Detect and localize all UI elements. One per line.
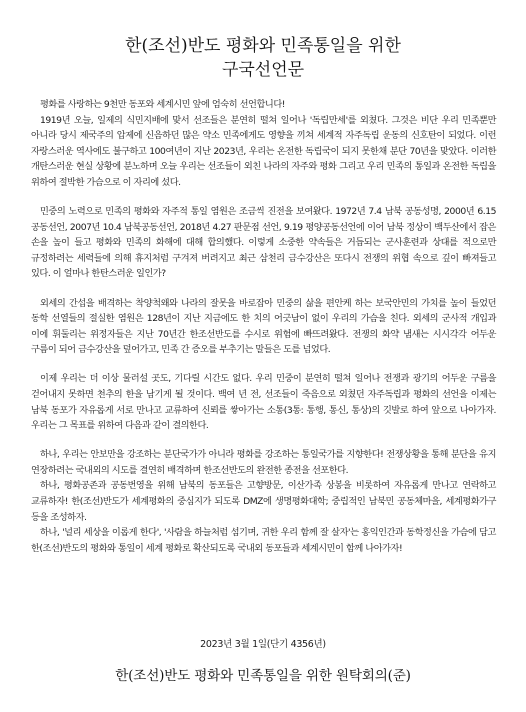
paragraph-donghak: 외세의 간섭을 배격하는 착양척왜와 나라의 잘못을 바로잡아 민중의 삶을 편안케 하는 보국안민의 가치를 높이 들었던 동학 선열들의 절실한 염원은 128년이 지난 지금에도 한 치의 어긋남이 없이 우리의 가슴을 친다. 외세의 군사적 개입과 이에 휘둘리는 위정자들은 지난 70년간 한조선반도를 수시로 위험에 빠뜨려왔다. 전쟁의 화약 냄새는 시시각각 어두운 구름이 되어 금수강산을 덮어가고, 민족 간 증오를 부추기는 말들은 도를 넘었다. [31, 297, 496, 356]
paragraph-resolution: 이제 우리는 더 이상 물러설 곳도, 기다릴 시간도 없다. 우리 민중이 분연히 떨쳐 일어나 전쟁과 광기의 어두운 구름을 걷어내지 못하면 천추의 한을 남기게 될 것이다. 백여 년 전, 선조들이 죽음으로 외쳤던 자주독립과 평화의 선언을 이제는 남북 동포가 자유롭게 서로 만나고 교류하여 신뢰를 쌓아가는 소통(3통: 통행, 통신, 통상)의 깃발로 하여 앞으로 나아가자. 우리는 그 목표를 위하여 다음과 같이 결의한다. [31, 373, 496, 432]
resolution-item-3: 하나, '널리 세상을 이롭게 한다', '사람을 하늘처럼 섬기며, 귀한 우리 함께 잘 살자'는 홍익인간과 동학정신을 가슴에 담고 한(조선)반도의 평화와 통일이 세계 평화로 확산되도록 국내외 동포들과 세계시민이 함께 나아가자! [31, 527, 496, 554]
opening-line: 평화를 사랑하는 9천만 동포와 세계시민 앞에 엄숙히 선언합니다! [40, 99, 285, 110]
paragraph-1919: 1919년 오늘, 일제의 식민지배에 맞서 선조들은 분연히 떨쳐 일어나 '독립만세'를 외쳤다. 그것은 비단 우리 민족뿐만 아니라 당시 제국주의 압제에 신음하던 많은 약소 민족에게도 영향을 끼쳐 세계적 자주독립 운동의 신호탄이 되었다. 이런 자랑스러운 역사에도 불구하고 100여년이 지난 2023년, 우리는 온전한 독립국이 되지 못한채 분단 70년을 맞았다. 이러한 개탄스러운 현실 상황에 분노하며 오늘 우리는 선조들이 외친 나라의 자주와 평화 그리고 우리 민족의 통일과 온전한 독립을 위하여 절박한 가슴으로 이 자리에 섰다. [31, 114, 496, 188]
declaration-body [31, 97, 496, 556]
resolution-item-2: 하나, 평화공존과 공동번영을 위해 남북의 동포들은 고향방문, 이산가족 상봉을 비롯하여 자유롭게 만나고 연락하고 교류하자! 한(조선)반도가 세계평화의 중심지가 되도록 DMZ에 생명평화대학; 중립적인 남북민 공동체마을, 세계평화가구 등을 조성하자. [31, 480, 496, 523]
resolution-item-1: 하나, 우리는 안보만을 강조하는 분단국가가 아니라 평화를 강조하는 통일국가를 지향한다! 전쟁상황을 통해 분단을 유지 연장하려는 국내외의 시도를 결연히 배격하며 한조선반도의 완전한 종전을 선포한다. [31, 449, 496, 476]
page-title-line1: 한(조선)반도 평화와 민족통일을 위한 [125, 36, 401, 56]
paragraph-peace-efforts: 민중의 노력으로 민족의 평화와 자주적 통일 염원은 조금씩 진전을 보여왔다. 1972년 7.4 남북 공동성명, 2000년 6.15 공동선언, 2007년 10.4 남북공동선언, 2018년 4.27 판문점 선언, 9.19 평양공동선언에 이어 남북 정상이 백두산에서 잡은 손을 높이 들고 평화와 민족의 화해에 대해 합의했다. 이렇게 소중한 약속들은 거듭되는 군사훈련과 상대를 적으로만 규정하려는 세력들에 의해 휴지처럼 구겨져 버려지고 최근 삼천리 금수강산은 또다시 전쟁의 위협 속으로 깊이 빠져들고 있다. 이 얼마나 한탄스러운 일인가? [31, 206, 496, 280]
page-title-line2: 구국선언문 [221, 60, 305, 80]
declaration-date: 2023년 3월 1일(단기 4356년) [200, 639, 326, 650]
signature: 한(조선)반도 평화와 민족통일을 위한 원탁회의(준) [115, 668, 411, 684]
